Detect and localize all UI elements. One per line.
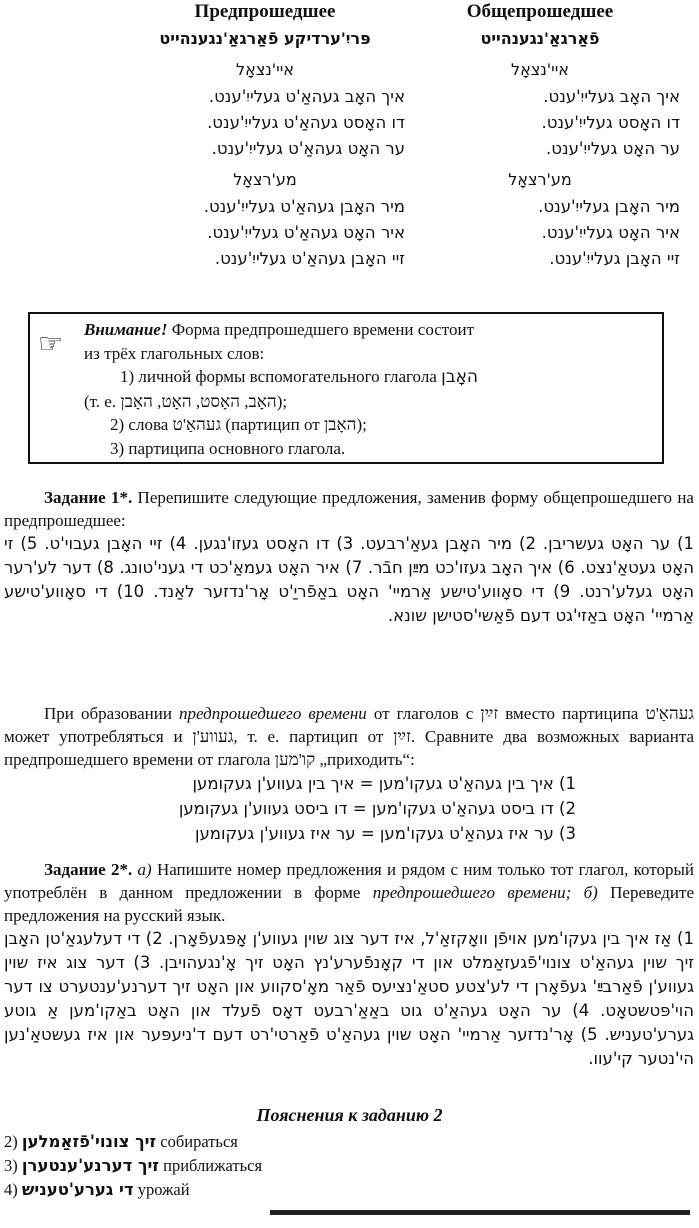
task-1-title: Задание 1*. xyxy=(44,488,133,507)
conj-line: זיי האָבן געהאַ'ט געלייִ'ענט. xyxy=(214,249,405,268)
conj-line: דו האָסט געלייִ'ענט. xyxy=(541,113,680,132)
notice-item-1b: (т. е. האָב, האָסט, האָט, האָבן); xyxy=(84,391,288,411)
pluperfect-subtitle: פּריִ'ערדיקע פֿאַרגאַ'נגענהייט xyxy=(159,29,371,48)
conj-line: מיר האָבן געהאַ'ט געלייִ'ענט. xyxy=(203,197,405,216)
past-table xyxy=(380,0,699,272)
conj-line: איר האָט געהאַ'ט געלייִ'ענט. xyxy=(207,223,405,242)
past-title: Общепрошедшее xyxy=(466,1,614,22)
example-line: 3) ער איז געהאַ'ט געקו'מען = ער איז געווע'ן געקומען xyxy=(194,824,576,843)
notice-item-3: 3) партиципа основного глагола. xyxy=(110,438,346,458)
explanations-list xyxy=(4,1130,262,1202)
task-2-sentences: 1) אַז איך בין געקו'מען אויפֿן וואָקזאַ'ל, איז דער צוג שוין געווע'ן אָפּגעפֿאָרן. 2) די דעלעגאַ'טן האָבן זיך שוין געהאַ'ט צונוי'פֿגעזאַמלט און די קאָנפֿערע'נץ האָט זיך אָ'נגעהויבן. 3) דער צוג איז שוין געווע'ן פֿאַרבײַ' געפֿאָרן די לע'צטע סטאַ'נציעס פֿאַר מאָ'סקווע און האָט זיך דערנע'ענטערט צו דער הוי'פּטשטאָט. 4) ער האָט געהאַ'ט גוט באַאַ'רבעט דאָס פֿעלד און האָט באַקו'מען אַ גוטע גערע'טעניש. 5) אָר'נדזער אַרמיי' האָט שוין געהאַ'ט פֿאַרטי'רט דעם ד'ניעפּער און איז געשטאַ'נען הי'נטער קי'עוו. xyxy=(4,929,695,1068)
paragraph-text: При образовании xyxy=(44,704,180,723)
conj-line: ער האָט געלייִ'ענט. xyxy=(546,139,680,158)
conj-line: ער האָט געהאַ'ט געלייִ'ענט. xyxy=(211,139,405,158)
task-2-b-label: ; б) xyxy=(565,883,598,902)
paragraph-emphasis: предпрошедшего времени xyxy=(179,704,367,723)
pluperfect-title: Предпрошедшее xyxy=(194,1,336,22)
task-1-instruction: Перепишите следующие предложения, заменив форму общепрошедшего на предпрошедшее: xyxy=(4,488,694,530)
notice-item-2: 2) слова געהאַ'ט (партицип от האָבן); xyxy=(110,415,367,434)
task-2 xyxy=(4,858,694,1071)
notice-item-1: 1) личной формы вспомогательного глагола xyxy=(120,367,442,386)
conj-line: איך האָב געלייִ'ענט. xyxy=(543,87,680,106)
example-line: 1) איך בין געהאַ'ט געקו'מען = איך בין געווע'ן געקומען xyxy=(192,774,576,793)
conj-line: מיר האָבן געלייִ'ענט. xyxy=(538,197,680,216)
task-1-sentences: 1) ער האָט געשריבן. 2) מיר האָבן געאַ'רבעט. 3) דו האָסט געזו'נגען. 4) זיי האָבן געבוי'ט. 5) זי האָט געטאַ'נצט. 6) איך האָב געזו'כט מײַן חבֿר. 7) איר האָט געמאַ'כט די געני'טונג. 8) דער לע'רער האָט געלע'רנט. 9) די סאָווע'טישע אַרמיי' האָט באַפֿריַ'ט אָר'נדזער לאַנד. 10) די סאָווע'טישע אַרמיי' האָט באַזי'גט דעם פֿאַשי'סטישן שונא. xyxy=(4,534,695,625)
task-2-b-text: Переведите предложения на русский язык. xyxy=(4,883,694,925)
notice-box xyxy=(28,312,664,464)
task-1 xyxy=(4,486,694,628)
past-singular-label: איי'נצאָל xyxy=(511,60,569,79)
scan-edge-bar xyxy=(270,1210,690,1215)
task-2-title: Задание 2*. xyxy=(44,860,133,879)
past-plural-label: מע'רצאָל xyxy=(508,170,572,189)
notice-heading: Внимание! xyxy=(84,320,168,339)
paragraph-text-b: от глаголов с זײַן вместо партиципа געהאַ'ט может употребляться и געווע'ן, т. е. партицип от זײַן. Сравните два возможных варианта предпрошедшего времени от глагола קו'מען „приходить“: xyxy=(4,704,695,769)
explanation-item: 4) די גערע'טעניש урожай xyxy=(4,1180,190,1199)
task-2-a-label: а) xyxy=(132,860,152,879)
explanation-paragraph xyxy=(4,702,694,846)
conj-line: זיי האָבן געלייִ'ענט. xyxy=(549,249,680,268)
task-2-a-emphasis: предпрошедшего времени xyxy=(372,883,566,902)
conj-line: איך האָב געהאַ'ט געלייִ'ענט. xyxy=(208,87,405,106)
notice-item-1-word: האָבן xyxy=(441,367,479,387)
task-2-a-text: Напишите номер предложения и рядом с ним только тот глагол, который употреблён в данном предложении в форме xyxy=(4,860,694,902)
conj-line: איר האָט געלייִ'ענט. xyxy=(541,223,680,242)
notice-heading-rest: Форма предпрошедшего времени состоит xyxy=(167,320,475,339)
example-line: 2) דו ביסט געהאַ'ט געקו'מען = דו ביסט געווע'ן געקומען xyxy=(178,799,576,818)
notice-line: из трёх глагольных слов: xyxy=(84,343,265,363)
past-subtitle: פֿאַרגאַ'נגענהייט xyxy=(480,29,600,48)
explanation-item: 2) זיך צונוי'פֿזאַמלען собираться xyxy=(4,1132,238,1151)
pluperfect-table xyxy=(105,0,425,272)
pluperfect-singular-label: איי'נצאָל xyxy=(236,60,294,79)
explanations-title: Пояснения к заданию 2 xyxy=(256,1105,443,1125)
pluperfect-plural-label: מע'רצאָל xyxy=(233,170,297,189)
pointing-hand-icon: ☞ xyxy=(38,327,64,360)
conj-line: דו האָסט געהאַ'ט געלייִ'ענט. xyxy=(207,113,405,132)
explanation-item: 3) זיך דערנע'ענטערן приближаться xyxy=(4,1156,263,1175)
